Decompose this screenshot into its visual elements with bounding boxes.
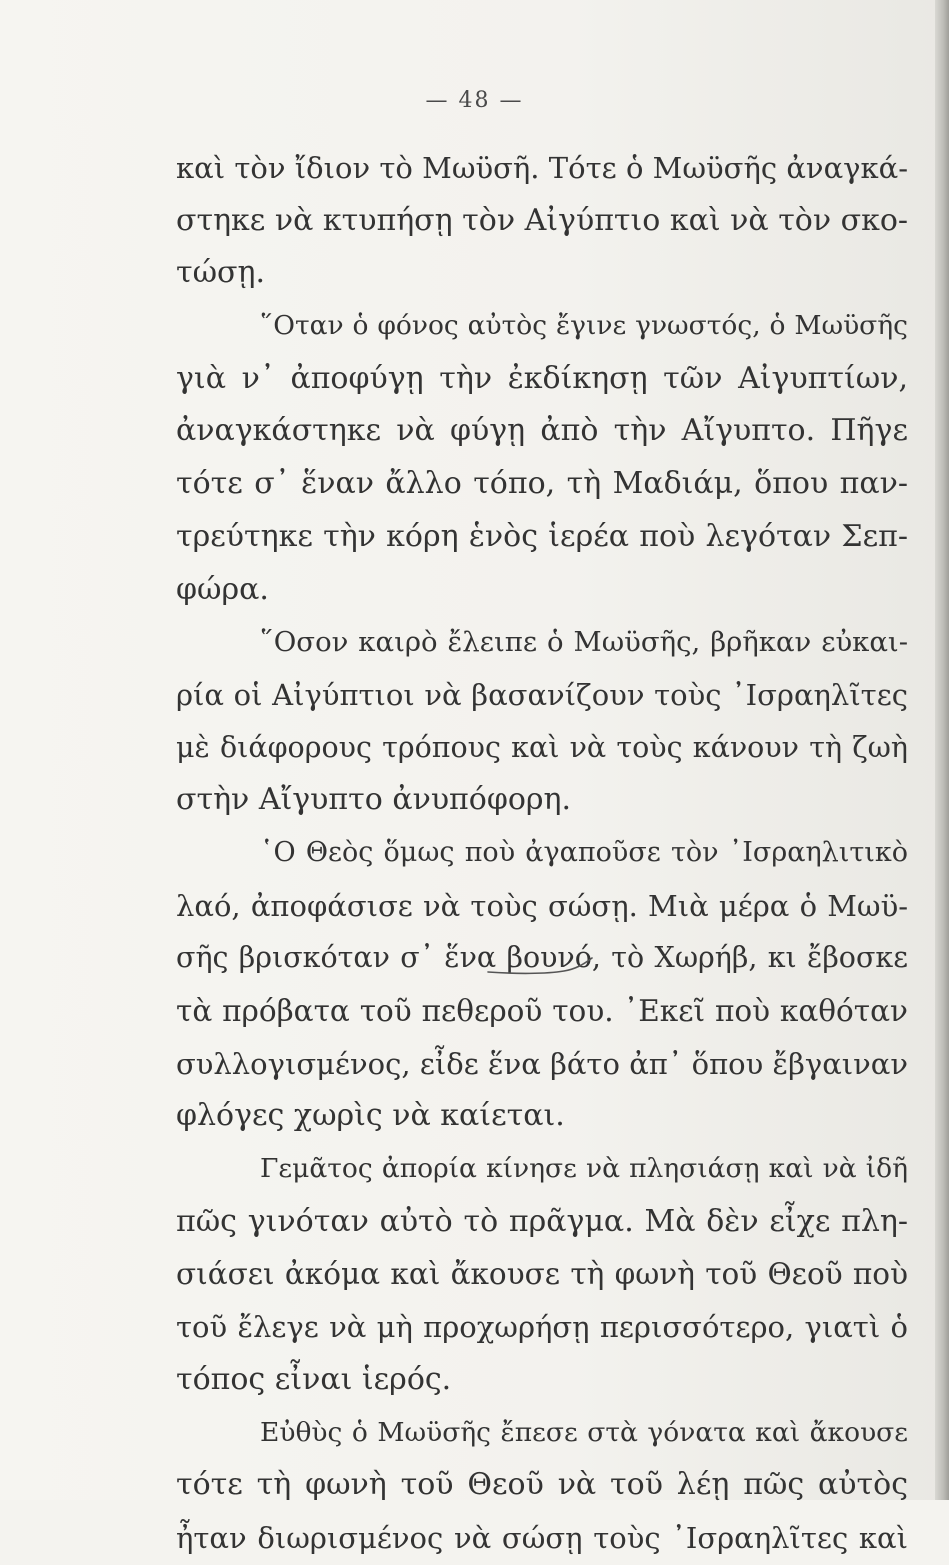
text-line: τώσῃ. xyxy=(176,255,266,291)
text-line: πῶς γινόταν αὐτὸ τὸ πρᾶγμα. Μὰ δὲν εἶχε πλη- xyxy=(176,1203,908,1239)
pen-underline-mark xyxy=(486,952,596,982)
text-line: συλλογισμένος, εἶδε ἕνα βάτο ἀπ᾿ ὅπου ἔβγαιναν xyxy=(176,1046,908,1081)
page-number: — 48 — xyxy=(425,88,524,113)
text-line: ῾Ο Θεὸς ὅμως ποὺ ἀγαποῦσε τὸν ᾿Ισραηλιτικὸ xyxy=(260,836,908,868)
text-line: τότε τὴ φωνὴ τοῦ Θεοῦ νὰ τοῦ λέῃ πῶς αὐτὸς xyxy=(176,1467,908,1503)
text-line: ῞Οσον καιρὸ ἔλειπε ὁ Μωϋσῆς, βρῆκαν εὐκαι- xyxy=(260,626,908,659)
text-line: τὰ πρόβατα τοῦ πεθεροῦ του. ᾿Εκεῖ ποὺ καθόταν xyxy=(176,994,908,1028)
body-text xyxy=(176,142,908,1565)
text-line: ἀναγκάστηκε νὰ φύγῃ ἀπὸ τὴν Αἴγυπτο. Πῆγε xyxy=(176,413,908,449)
text-line: ρία οἱ Αἰγύπτιοι νὰ βασανίζουν τοὺς ᾿Ισραηλῖτες xyxy=(176,677,908,712)
text-line: φλόγες χωρὶς νὰ καίεται. xyxy=(176,1098,565,1134)
text-line: καὶ τὸν ἴδιον τὸ Μωϋσῆ. Τότε ὁ Μωϋσῆς ἀναγκά- xyxy=(176,151,908,185)
text-line: μὲ διάφορους τρόπους καὶ νὰ τοὺς κάνουν τὴ ζωὴ xyxy=(176,730,908,764)
text-line: Εὐθὺς ὁ Μωϋσῆς ἔπεσε στὰ γόνατα καὶ ἄκουσε xyxy=(260,1416,908,1448)
text-line: σιάσει ἀκόμα καὶ ἄκουσε τὴ φωνὴ τοῦ Θεοῦ ποὺ xyxy=(176,1257,908,1292)
text-line: σῆς βρισκόταν σ᾿ ἕνα βουνό, τὸ Χωρήβ, κι ἔβοσκε xyxy=(176,941,908,975)
text-line: τρεύτηκε τὴν κόρη ἑνὸς ἱερέα ποὺ λεγόταν Σεπ- xyxy=(176,518,908,554)
text-line: στηκε νὰ κτυπήσῃ τὸν Αἰγύπτιο καὶ νὰ τὸν σκο- xyxy=(176,202,909,238)
text-line: τοῦ ἔλεγε νὰ μὴ προχωρήσῃ περισσότερο, γιατὶ ὁ xyxy=(176,1310,908,1345)
page-edge-shadow xyxy=(935,0,949,1500)
text-line: ῞Οταν ὁ φόνος αὐτὸς ἔγινε γνωστός, ὁ Μωϋσῆς xyxy=(260,310,908,342)
text-line: φώρα. xyxy=(176,571,269,607)
text-line: γιὰ ν᾿ ἀποφύγῃ τὴν ἐκδίκησῃ τῶν Αἰγυπτίων, xyxy=(176,360,908,396)
text-line: στὴν Αἴγυπτο ἀνυπόφορη. xyxy=(176,782,572,818)
text-line: τότε σ᾿ ἕναν ἄλλο τόπο, τὴ Μαδιάμ, ὅπου παν- xyxy=(176,466,908,502)
text-line: τόπος εἶναι ἱερός. xyxy=(176,1361,452,1397)
text-line: λαό, ἀποφάσισε νὰ τοὺς σώσῃ. Μιὰ μέρα ὁ Μωϋ- xyxy=(176,888,908,923)
text-line: Γεμᾶτος ἀπορία κίνησε νὰ πλησιάσῃ καὶ νὰ ἰδῆ xyxy=(260,1153,908,1185)
text-line: ἦταν διωρισμένος νὰ σώσῃ τοὺς ᾿Ισραηλῖτες καὶ xyxy=(176,1520,908,1555)
